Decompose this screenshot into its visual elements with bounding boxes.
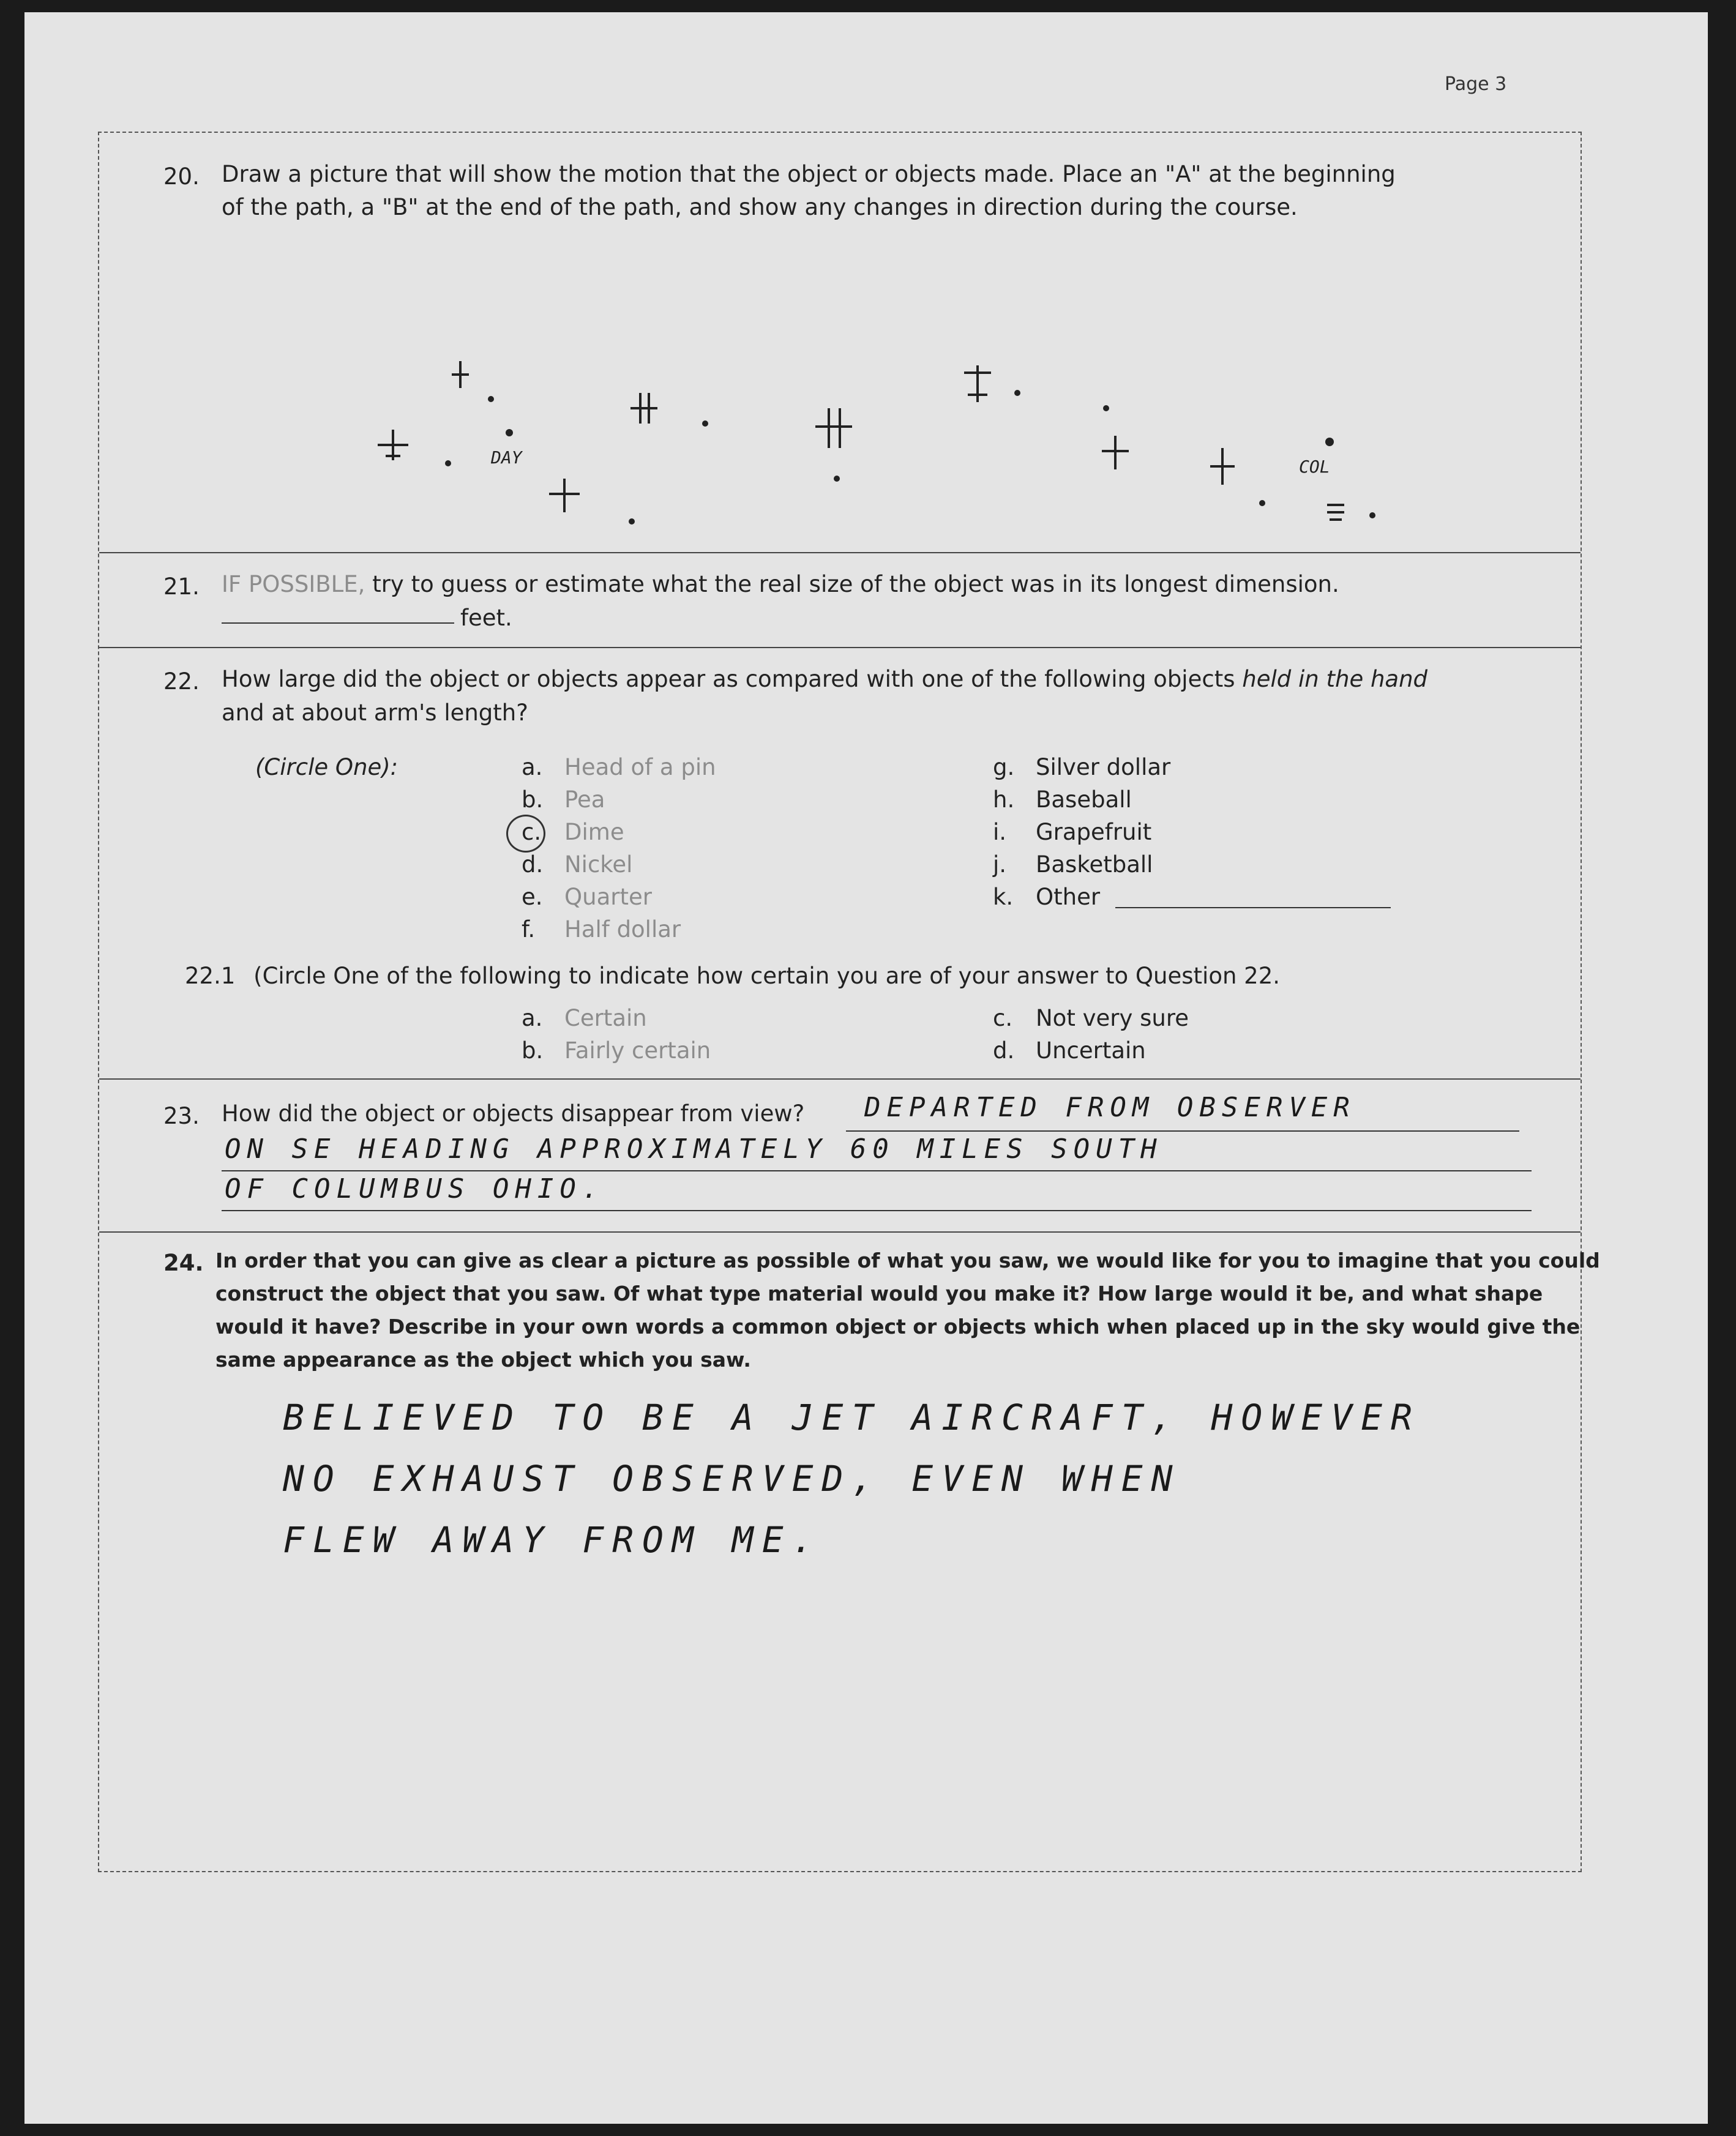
description-answer-2: NO EXHAUST OBSERVED, EVEN WHEN [283,1458,1181,1499]
size-answer-field[interactable] [222,622,454,624]
question-22-line-2: and at about arm's length? [222,700,528,726]
path-dot [1103,405,1109,411]
question-24-line-4: same appearance as the object which you saw. [215,1348,751,1372]
description-answer-1: BELIEVED TO BE A JET AIRCRAFT, HOWEVER [283,1397,1421,1438]
size-unit-label: feet. [460,605,512,631]
path-dot [1325,438,1334,446]
question-20-section [99,133,1581,553]
disappearance-answer-line-3[interactable] [222,1210,1532,1211]
path-dot [506,429,513,436]
size-option[interactable]: a. Head of a pin [522,754,716,780]
size-option[interactable]: h. Baseball [993,786,1132,813]
question-number: 22. [163,668,200,695]
question-21-body: try to guess or estimate what the real size of the object was in its longest dimension. [372,571,1339,597]
other-size-field[interactable] [1115,907,1391,908]
page-number: Page 3 [1445,73,1507,95]
question-21-text [222,567,1339,602]
question-24-line-2: construct the object that you saw. Of what type material would you make it? How large would it be, and what shape [215,1282,1543,1305]
size-option[interactable]: b. Pea [522,786,605,813]
question-20-line-2: of the path, a "B" at the end of the path, and show any changes in direction during the course. [222,194,1298,220]
size-option[interactable]: i. Grapefruit [993,819,1152,845]
question-24-line-3: would it have? Describe in your own words a common object or objects which when placed up in the sky would give the [215,1315,1581,1339]
question-number: 23. [163,1103,200,1129]
question-number: 20. [163,163,200,190]
size-option-selected[interactable]: c. Dime [522,819,624,845]
circle-one-instruction: (Circle One): [255,754,398,780]
path-dot [702,420,708,427]
question-22-section [99,647,1581,1080]
size-option[interactable]: j. Basketball [993,851,1153,878]
disappearance-answer-2: ON SE HEADING APPROXIMATELY 60 MILES SOUTH [225,1133,1163,1165]
size-option[interactable]: e. Quarter [522,884,652,910]
aircraft-sketch-icon [378,430,408,460]
question-number: 24. [163,1250,204,1276]
disappearance-answer-line-2[interactable] [222,1170,1532,1171]
sketch-label-col: COL [1299,457,1330,477]
question-22-emphasis: held in the hand [1242,666,1428,692]
aircraft-sketch-icon [815,408,852,448]
certainty-option[interactable]: b. Fairly certain [522,1037,711,1064]
certainty-option[interactable]: a. Certain [522,1005,647,1031]
path-dot [488,396,494,402]
path-dot [1259,500,1265,506]
question-24-line-1: In order that you can give as clear a picture as possible of what you saw, we would like for you to imagine that you could [215,1249,1600,1272]
disappearance-answer-1: DEPARTED FROM OBSERVER [864,1092,1356,1123]
question-21-lead: IF POSSIBLE, [222,571,365,597]
certainty-option[interactable]: c. Not very sure [993,1005,1189,1031]
path-dot [445,460,451,466]
disappearance-answer-3: OF COLUMBUS OHIO. [225,1173,605,1204]
path-dot [629,518,635,525]
question-23-section [99,1078,1581,1233]
size-option-other[interactable]: k. Other [993,884,1101,910]
motion-path-sketch [283,347,1446,543]
question-22-text: How large did the object or objects appear as compared with one of the following objects [222,666,1235,692]
size-option[interactable]: d. Nickel [522,851,633,878]
description-answer-3: FLEW AWAY FROM ME. [283,1519,822,1561]
aircraft-sketch-icon [964,365,991,402]
path-dot [1014,390,1020,396]
question-21-section [99,552,1581,648]
question-number: 22.1 [185,963,236,989]
aircraft-sketch-icon [630,393,657,424]
question-22-1-text [185,959,1280,993]
question-24-section [99,1231,1600,1871]
disappearance-answer-line-1[interactable] [846,1130,1519,1132]
certainty-option[interactable]: d. Uncertain [993,1037,1146,1064]
sketch-label-day: DAY [491,447,522,468]
aircraft-sketch-icon [1327,505,1344,520]
aircraft-sketch-icon [1102,436,1129,469]
question-22-line-1 [222,662,1427,696]
size-option[interactable]: g. Silver dollar [993,754,1171,780]
aircraft-sketch-icon [452,361,469,388]
question-20-line-1: Draw a picture that will show the motion that the object or objects made. Place an "A" at the beginning [222,161,1396,187]
path-dot [1369,512,1375,518]
question-number: 21. [163,573,200,600]
aircraft-sketch-icon [549,479,580,512]
question-22-1-body: (Circle One of the following to indicate how certain you are of your answer to Question 22. [253,963,1281,989]
question-23-text: How did the object or objects disappear from view? [222,1100,805,1127]
size-option[interactable]: f. Half dollar [522,916,681,943]
document-page [24,12,1708,2124]
selected-answer-circle [506,815,545,853]
path-dot [834,476,840,482]
questionnaire-form [98,132,1600,1872]
aircraft-sketch-icon [1210,448,1235,485]
